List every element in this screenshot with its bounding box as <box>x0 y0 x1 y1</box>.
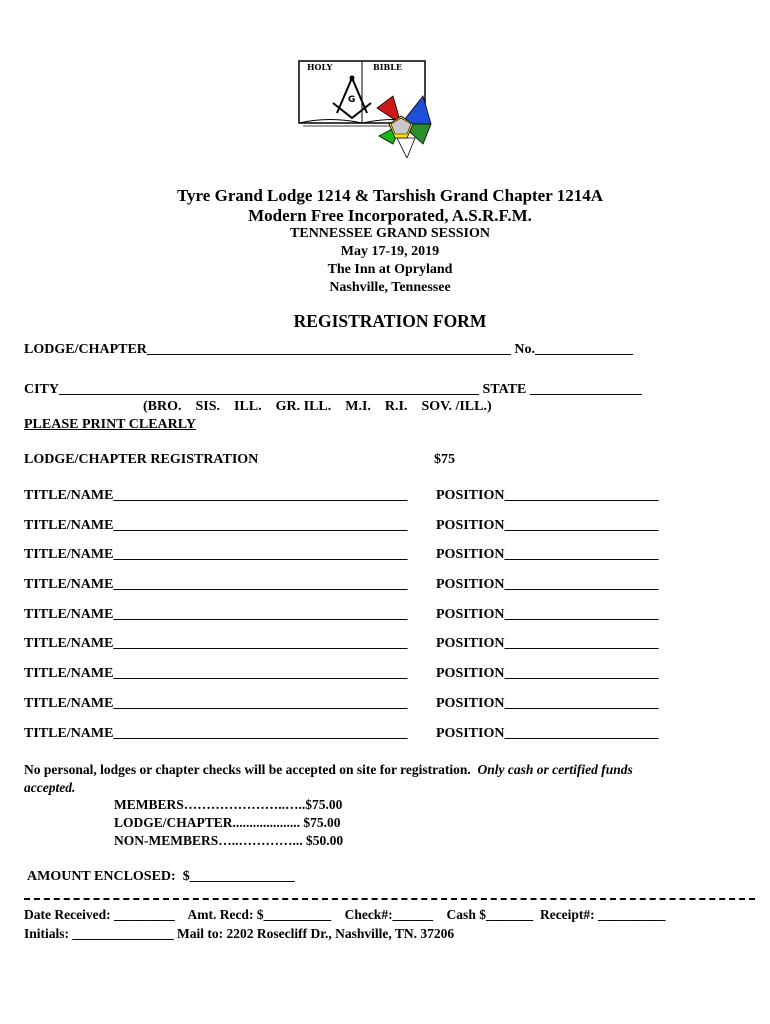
header-title-line1: Tyre Grand Lodge 1214 & Tarshish Grand Chapter 1214A <box>176 186 603 205</box>
attendee-position-field[interactable]: POSITION______________________ <box>436 577 659 592</box>
attendee-position-field[interactable]: POSITION______________________ <box>436 518 659 533</box>
header-dates: May 17-19, 2019 <box>340 244 440 259</box>
payment-notice-italic: Only cash or certified funds <box>477 762 633 777</box>
attendee-position-field[interactable]: POSITION______________________ <box>436 696 659 711</box>
price-non-members: NON-MEMBERS…..…………... $50.00 <box>114 833 344 848</box>
titles-hint: (BRO. SIS. ILL. GR. ILL. M.I. R.I. SOV. /ILL.) <box>143 399 492 414</box>
form-title: REGISTRATION FORM <box>293 311 487 331</box>
header-session: TENNESSEE GRAND SESSION <box>290 226 490 241</box>
attendee-name-field[interactable]: TITLE/NAME__________________________________________ <box>24 696 408 711</box>
amount-enclosed-field[interactable]: AMOUNT ENCLOSED: $_______________ <box>27 869 295 884</box>
attendee-name-field[interactable]: TITLE/NAME__________________________________________ <box>24 607 408 622</box>
attendee-name-field[interactable]: TITLE/NAME__________________________________________ <box>24 577 408 592</box>
attendee-position-field[interactable]: POSITION______________________ <box>436 636 659 651</box>
svg-text:HOLY: HOLY <box>307 62 333 72</box>
attendee-position-field[interactable]: POSITION______________________ <box>436 547 659 562</box>
city-state-field[interactable]: CITY____________________________________________________________ STATE ________________ <box>24 382 642 397</box>
registration-price: $75 <box>434 452 455 467</box>
header-title-line2: Modern Free Incorporated, A.S.R.F.M. <box>248 206 532 225</box>
attendee-name-field[interactable]: TITLE/NAME__________________________________________ <box>24 518 408 533</box>
print-clearly-note: PLEASE PRINT CLEARLY <box>24 417 196 432</box>
attendee-position-field[interactable]: POSITION______________________ <box>436 666 659 681</box>
price-members: MEMBERS…………………..…..$75.00 <box>114 797 343 812</box>
attendee-name-field[interactable]: TITLE/NAME__________________________________________ <box>24 547 408 562</box>
payment-notice-text: No personal, lodges or chapter checks will be accepted on site for registration. <box>24 762 471 777</box>
lodge-chapter-field[interactable]: LODGE/CHAPTER____________________________________________________ No.______________ <box>24 342 634 357</box>
attendee-name-field[interactable]: TITLE/NAME__________________________________________ <box>24 726 408 741</box>
header-venue: The Inn at Opryland <box>327 262 453 277</box>
price-lodge-chapter: LODGE/CHAPTER.................... $75.00 <box>114 815 341 830</box>
office-use-line1[interactable]: Date Received: _________ Amt. Recd: $__________ Check#:______ Cash $_______ Receipt#: __________ <box>24 907 666 922</box>
holy-bible-icon <box>299 61 425 126</box>
emblem-logo <box>297 58 437 158</box>
header-city: Nashville, Tennessee <box>329 280 451 295</box>
svg-text:BIBLE: BIBLE <box>373 62 402 72</box>
office-use-line2[interactable]: Initials: _______________ Mail to: 2202 Rosecliff Dr., Nashville, TN. 37206 <box>24 926 455 941</box>
svg-text:G: G <box>348 95 356 105</box>
payment-notice-continued: accepted. <box>24 780 76 795</box>
registration-label: LODGE/CHAPTER REGISTRATION <box>24 452 259 467</box>
attendee-position-field[interactable]: POSITION______________________ <box>436 488 659 503</box>
cut-line-divider <box>24 898 755 900</box>
attendee-name-field[interactable]: TITLE/NAME__________________________________________ <box>24 636 408 651</box>
payment-notice <box>24 762 633 778</box>
attendee-position-field[interactable]: POSITION______________________ <box>436 726 659 741</box>
attendee-name-field[interactable]: TITLE/NAME__________________________________________ <box>24 488 408 503</box>
attendee-position-field[interactable]: POSITION______________________ <box>436 607 659 622</box>
attendee-name-field[interactable]: TITLE/NAME__________________________________________ <box>24 666 408 681</box>
